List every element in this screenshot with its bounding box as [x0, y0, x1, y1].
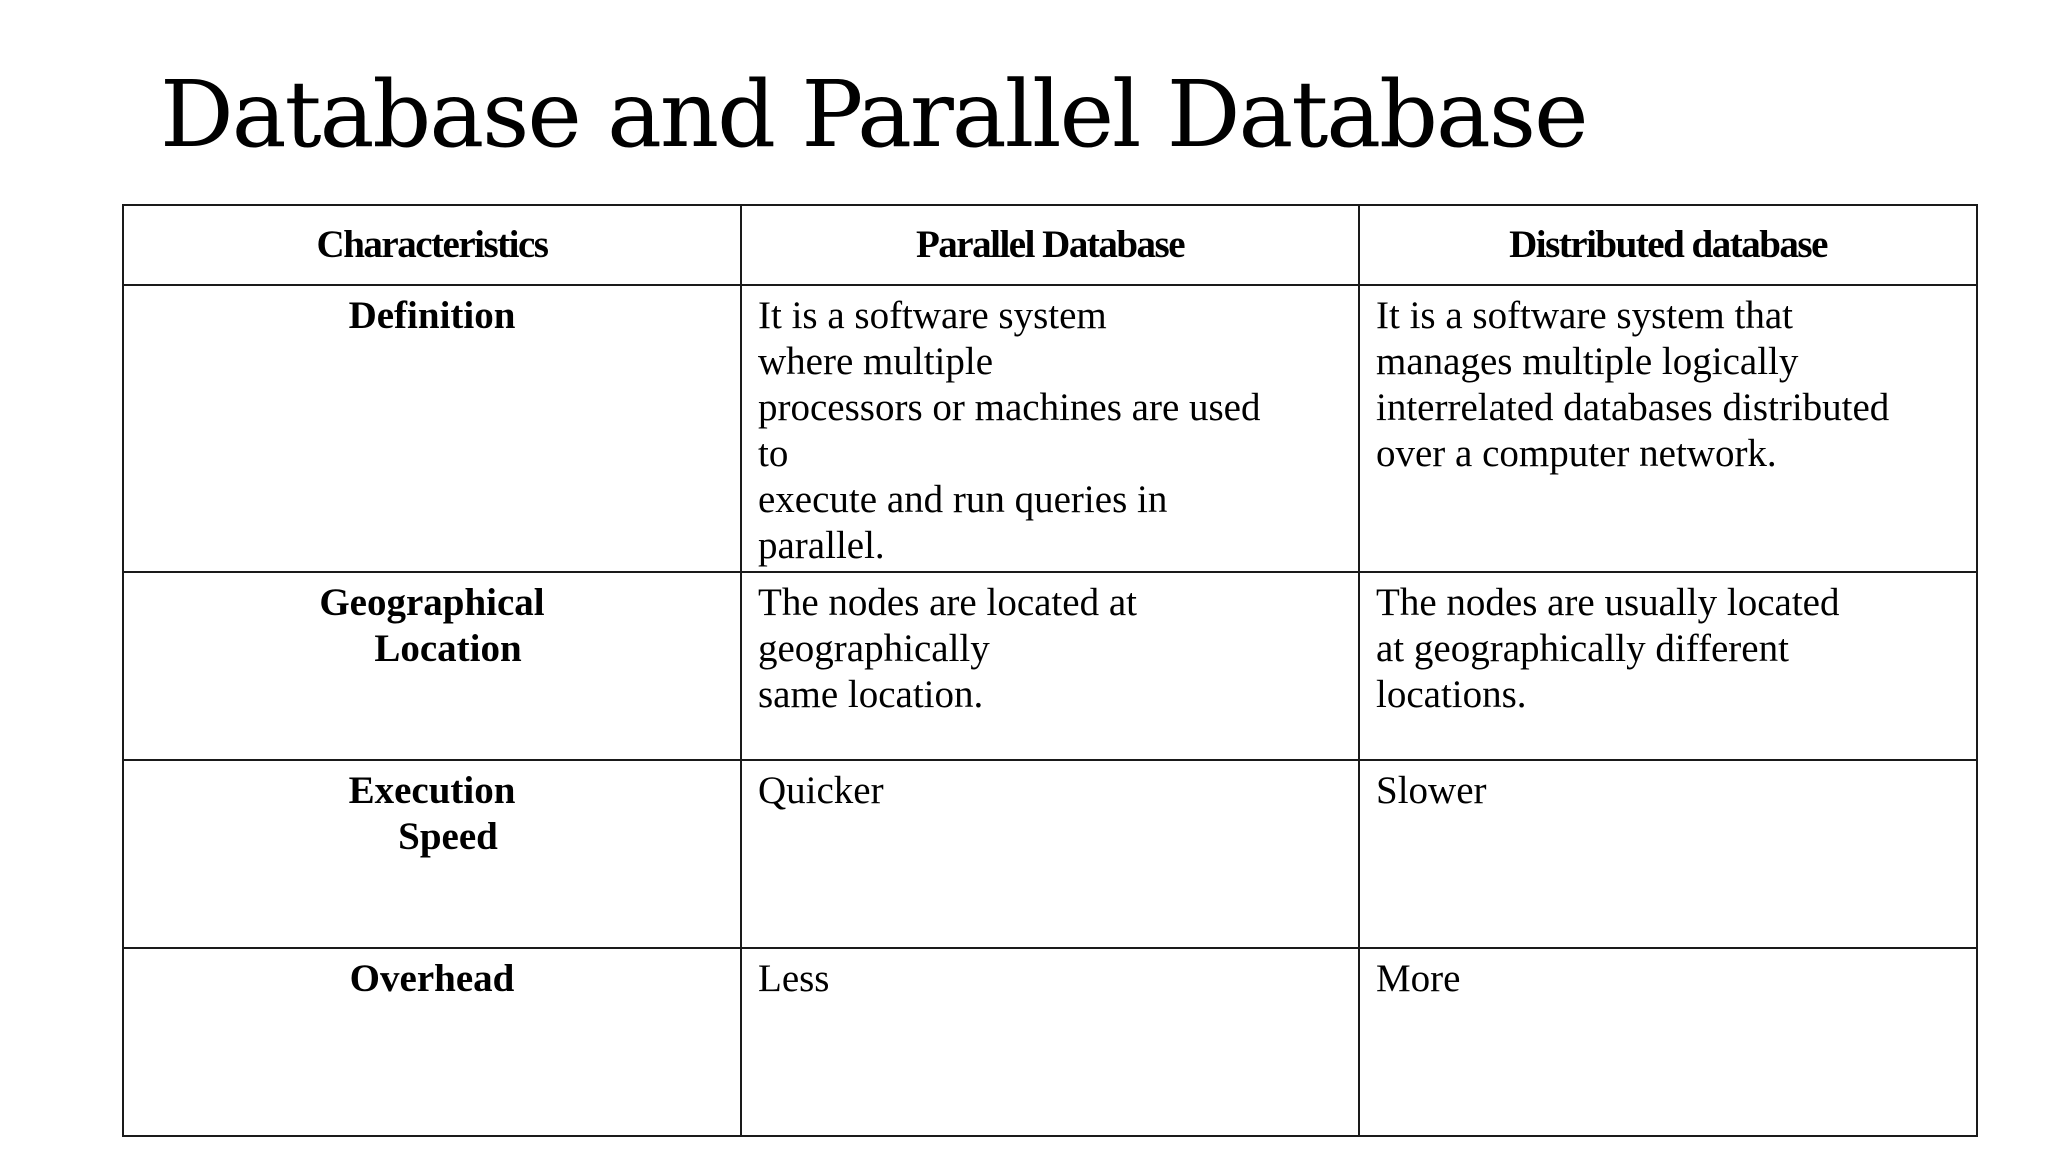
- table-row-execution-speed: [123, 760, 1977, 948]
- parallel-cell: [741, 948, 1359, 1136]
- cell-line: It is a software system: [758, 294, 1107, 337]
- cell-line: to: [758, 432, 789, 475]
- header-characteristics: Characteristics: [123, 205, 741, 285]
- parallel-cell: [741, 572, 1359, 760]
- parallel-cell: [741, 285, 1359, 572]
- table-row-definition: [123, 285, 1977, 572]
- header-row: [123, 205, 1977, 285]
- distributed-cell: [1359, 948, 1977, 1136]
- distributed-cell: [1359, 572, 1977, 760]
- cell-line: parallel.: [758, 524, 885, 567]
- characteristic-label: Execution: [348, 769, 516, 812]
- cell-line: where multiple: [758, 340, 994, 383]
- characteristic-label: Overhead: [349, 957, 515, 1000]
- distributed-cell: [1359, 285, 1977, 572]
- cell-line: geographically: [758, 627, 990, 670]
- header-parallel-database: Parallel Database: [741, 205, 1359, 285]
- table-row-overhead: [123, 948, 1977, 1136]
- cell-line: Quicker: [758, 769, 884, 812]
- characteristic-label-line2: Location: [374, 627, 522, 670]
- cell-line: execute and run queries in: [758, 478, 1168, 521]
- cell-line: same location.: [758, 673, 984, 716]
- characteristic-label-line2: Speed: [398, 815, 498, 858]
- cell-line: over a computer network.: [1376, 432, 1777, 475]
- slide-title: Database and Parallel Database: [160, 61, 1587, 168]
- cell-line: It is a software system that: [1376, 294, 1793, 337]
- characteristic-cell: [123, 760, 741, 948]
- characteristic-cell: [123, 285, 741, 572]
- distributed-cell: [1359, 760, 1977, 948]
- characteristic-cell: [123, 572, 741, 760]
- characteristic-cell: [123, 948, 741, 1136]
- cell-line: Slower: [1376, 769, 1487, 812]
- characteristic-label: Geographical: [319, 581, 545, 624]
- cell-line: processors or machines are used: [758, 386, 1261, 429]
- parallel-cell: [741, 760, 1359, 948]
- header-distributed-database: Distributed database: [1359, 205, 1977, 285]
- cell-line: locations.: [1376, 673, 1527, 716]
- cell-line: interrelated databases distributed: [1376, 386, 1890, 429]
- cell-line: The nodes are located at: [758, 581, 1137, 624]
- cell-line: manages multiple logically: [1376, 340, 1799, 383]
- characteristic-label: Definition: [348, 294, 516, 337]
- comparison-table: [122, 204, 1978, 1137]
- cell-line: Less: [758, 957, 830, 1000]
- table-row-geographical-location: [123, 572, 1977, 760]
- cell-line: More: [1376, 957, 1461, 1000]
- cell-line: at geographically different: [1376, 627, 1789, 670]
- cell-line: The nodes are usually located: [1376, 581, 1840, 624]
